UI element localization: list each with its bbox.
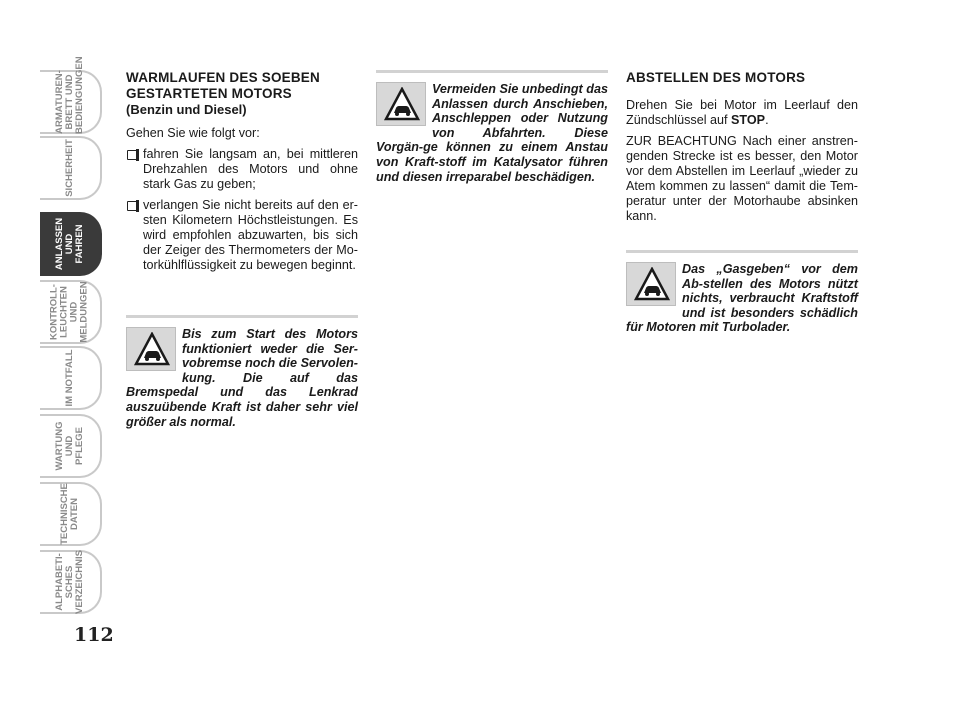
section-abstellen <box>626 70 858 335</box>
checkbox-bullet-icon <box>127 201 137 211</box>
list-item-text: fahren Sie langsam an, bei mittleren Drehzahlen des Motors und ohne stark Gas zu geben; <box>143 147 358 191</box>
tab-wartung-und-pflege[interactable] <box>40 414 102 478</box>
body-paragraph <box>626 98 858 128</box>
warning-box <box>626 250 858 335</box>
body-paragraph: ZUR BEACHTUNG Nach einer anstren-genden Strecke ist es besser, den Motor vor dem Abstellen im Leerlauf „wieder zu Atem kommen zu lassen“ damit die Tem-peratur unter der Motorhaube absinken kann. <box>626 134 858 223</box>
warning-triangle-car-icon <box>126 327 176 371</box>
tab-label: IM NOTFALL <box>64 349 75 407</box>
stop-keyword: STOP <box>731 113 766 127</box>
tab-im-notfall[interactable] <box>40 346 102 410</box>
warning-box <box>126 315 358 429</box>
tab-label: WARTUNG UND PFLEGE <box>54 421 85 471</box>
tab-label: KONTROLL- LEUCHTEN UND MELDUNGEN <box>49 281 91 343</box>
tab-anlassen-und-fahren[interactable] <box>40 212 102 276</box>
tab-label: ALPHABETI- SCHES VERZEICHNIS <box>54 550 85 614</box>
page-number: 112 <box>74 624 114 646</box>
tab-technische-daten[interactable] <box>40 482 102 546</box>
warning-text: Bis zum Start des Motors funktioniert weder die Ser-vobremse noch die Servolen-kung. Die auf das Bremspedal und das Lenkrad auszuübende Kraft ist daher sehr viel größer als normal. <box>126 327 358 429</box>
section-warmlaufen <box>126 70 358 429</box>
list-item-text: verlangen Sie nicht bereits auf den er-sten Kilometern Höchstleistungen. Es wird empfohlen abzuwarten, bis sich der Zeiger des Thermometers der Mo-torkühlflüssigkeit zu bewegen beginnt. <box>143 198 358 272</box>
section-heading: WARMLAUFEN DES SOEBEN GESTARTETEN MOTORS <box>126 70 320 101</box>
section-anschieben-warning <box>376 70 608 184</box>
warning-text: Vermeiden Sie unbedingt das Anlassen durch Anschieben, Anschleppen oder Nutzung von Abfahrten. Diese Vorgän-ge können zu einem Anstau von Kraft-stoff im Katalysator führen und diesen irreparabel beschädigen. <box>376 82 608 184</box>
body-text: Drehen Sie bei Motor im Leerlauf den Zündschlüssel auf <box>626 98 858 127</box>
list-item <box>126 198 358 273</box>
list-item <box>126 147 358 192</box>
tab-sicherheit[interactable] <box>40 136 102 200</box>
warning-text: Das „Gasgeben“ vor dem Ab-stellen des Motors nützt nichts, verbraucht Kraftstoff und ist besonders schädlich für Motoren mit Turbolader. <box>626 262 858 335</box>
warning-box <box>376 70 608 184</box>
tab-label: SICHERHEIT <box>64 139 75 197</box>
warning-triangle-car-icon <box>376 82 426 126</box>
section-heading: ABSTELLEN DES MOTORS <box>626 70 806 85</box>
tab-alphabetisches-verzeichnis[interactable] <box>40 550 102 614</box>
tab-label: TECHNISCHE DATEN <box>59 483 81 545</box>
section-subheading: (Benzin und Diesel) <box>126 102 247 117</box>
checkbox-bullet-icon <box>127 150 137 160</box>
instruction-list <box>126 147 358 273</box>
tab-label: ARMATUREN- BRETT UND BEDIENGUNGEN <box>54 56 85 134</box>
body-text: . <box>765 113 769 127</box>
intro-text: Gehen Sie wie folgt vor: <box>126 126 260 140</box>
tab-kontrollleuchten[interactable] <box>40 280 102 344</box>
warning-triangle-car-icon <box>626 262 676 306</box>
tab-label: ANLASSEN UND FAHREN <box>54 217 85 271</box>
tab-armaturenbrett[interactable] <box>40 56 102 134</box>
